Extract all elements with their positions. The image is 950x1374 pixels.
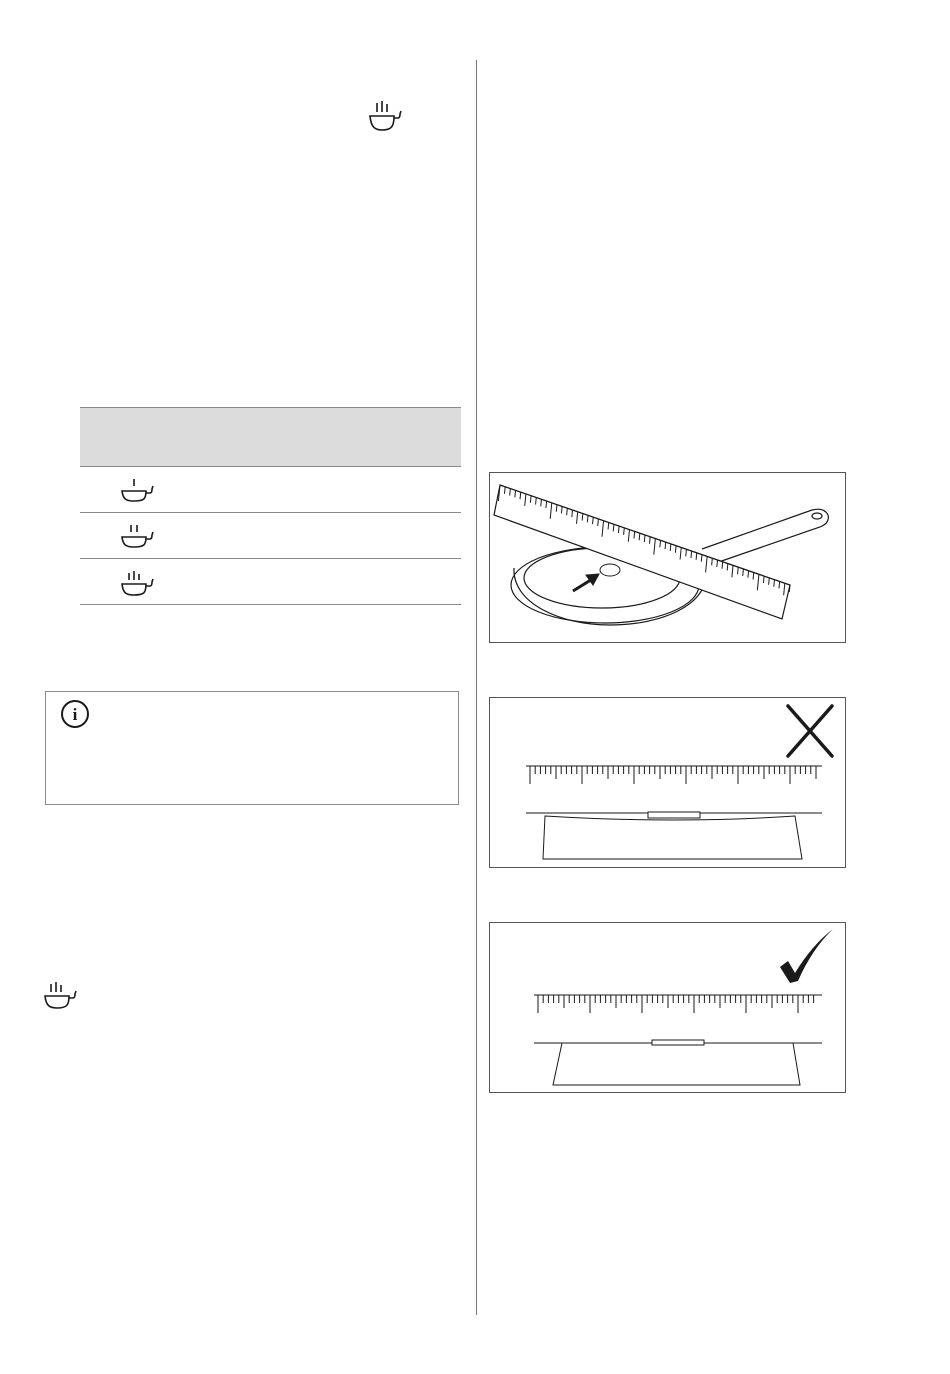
incorrect-pan-drawing (490, 698, 845, 867)
ruler-tick (727, 564, 728, 571)
ruler-tick (722, 562, 723, 569)
ruler-tick (504, 487, 505, 494)
info-box (45, 691, 459, 805)
ruler-tick (587, 515, 588, 522)
ruler-tick (691, 551, 692, 558)
ruler-tick (763, 576, 764, 583)
incorrect-pan-figure (489, 697, 846, 868)
ruler-tick (743, 569, 744, 576)
ruler-tick (556, 505, 557, 512)
ruler-on-pan-illustration (490, 473, 845, 642)
ruler-tick (520, 492, 521, 499)
pan-heat-level-3-icon (120, 571, 160, 597)
heat-level-table (80, 407, 461, 605)
column-divider (476, 60, 477, 1315)
correct-pan-drawing (490, 923, 845, 1092)
pan-heat-level-3-icon (42, 982, 82, 1012)
ruler-tick (696, 553, 697, 560)
ruler-tick (561, 506, 562, 513)
ruler-tick (712, 558, 713, 565)
pan-heat-level-3-icon (366, 100, 406, 134)
ruler-tick (738, 567, 739, 574)
ruler-tick (634, 531, 635, 538)
ruler-tick (572, 510, 573, 517)
table-row (80, 467, 461, 513)
ruler-tick (510, 489, 511, 496)
ruler-tick (701, 555, 702, 562)
pan-heat-level-1-icon (120, 479, 160, 503)
ruler-tick (670, 544, 671, 551)
ruler-tick (779, 581, 780, 588)
ruler-tick (748, 571, 749, 578)
ruler-tick (717, 560, 718, 567)
table-header (80, 407, 461, 467)
table-row (80, 513, 461, 559)
ruler-tick (789, 585, 790, 592)
ruler-tick (530, 496, 531, 503)
ruler-tick (769, 578, 770, 585)
ruler-tick (546, 501, 547, 508)
cross-mark-icon (788, 706, 832, 756)
ruler-tick (567, 508, 568, 515)
svg-text:i: i (72, 705, 78, 724)
ruler-tick (608, 523, 609, 530)
table-header-cell (271, 408, 462, 466)
ruler-tick (774, 580, 775, 587)
ruler-tick (624, 528, 625, 535)
ruler-tick (613, 524, 614, 531)
ruler-tick (536, 498, 537, 505)
ruler-tick (639, 533, 640, 540)
ruler-tick (515, 490, 516, 497)
ruler-tick (686, 549, 687, 556)
correct-pan-figure (489, 922, 846, 1093)
info-icon (60, 699, 90, 729)
ruler-tick (541, 499, 542, 506)
check-mark-icon (780, 929, 833, 983)
ruler-tick (593, 517, 594, 524)
ruler-tick (665, 542, 666, 549)
ruler-tick (753, 573, 754, 580)
ruler-tick (582, 514, 583, 521)
pan-with-ruler-figure (489, 472, 846, 643)
table-row (80, 559, 461, 605)
ruler-tick (675, 546, 676, 553)
ruler-tick (598, 519, 599, 526)
ruler-tick (644, 535, 645, 542)
pan-heat-level-2-icon (120, 525, 160, 549)
ruler-tick (618, 526, 619, 533)
ruler-tick (649, 537, 650, 544)
ruler-tick (660, 540, 661, 547)
table-header-cell (80, 408, 271, 466)
